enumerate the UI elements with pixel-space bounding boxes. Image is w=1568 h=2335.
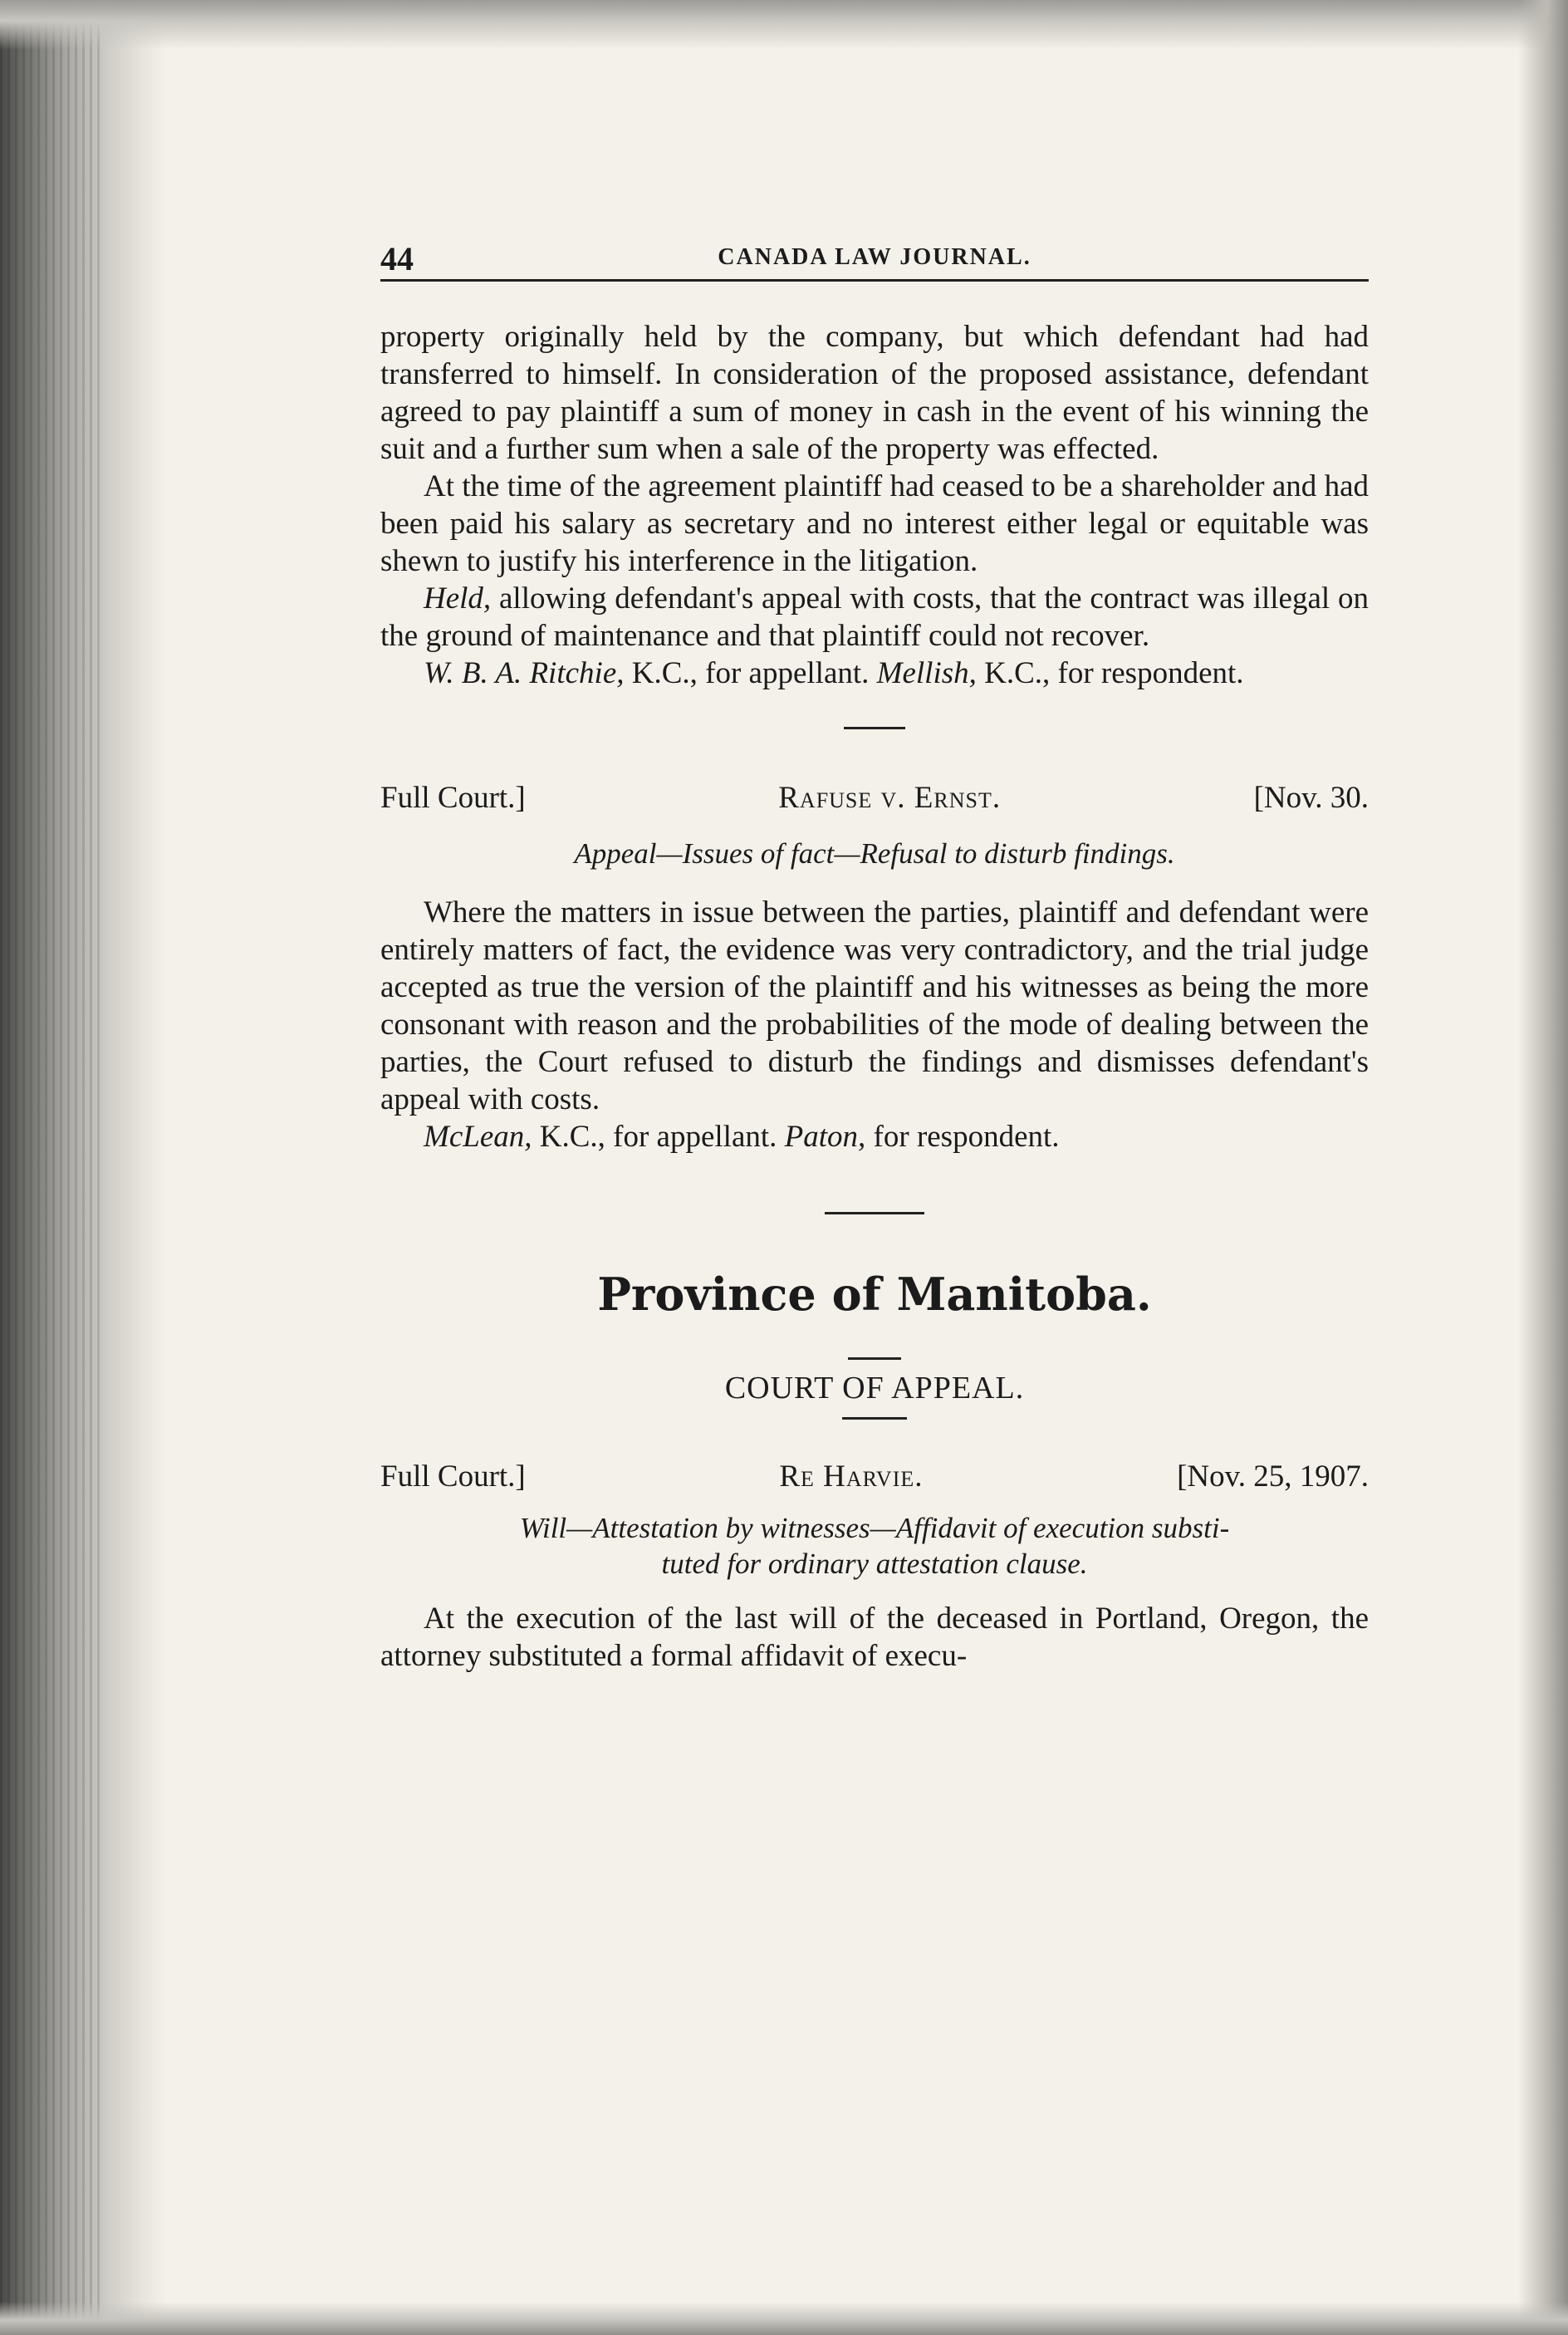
case2-headnote: Appeal—Issues of fact—Refusal to disturb findings.	[574, 837, 1175, 870]
case2-name: Rafuse v. Ernst.	[778, 781, 1002, 815]
case2-court: Full Court.]	[380, 781, 526, 815]
case3-paragraph-1: At the execution of the last will of the deceased in Portland, Oregon, the attorney substituted a formal affidavit of execu-	[380, 1602, 1369, 1673]
case1-paragraph-2: At the time of the agreement plaintiff had ceased to be a shareholder and had been paid his salary as secretary and no interest either legal or equitable was shewn to justify his interference in the litigation.	[380, 469, 1369, 578]
section-divider-2	[825, 1212, 924, 1214]
case3-headnote-line-2: tuted for ordinary attestation clause.	[661, 1548, 1088, 1580]
section-divider	[844, 727, 905, 729]
respondent-counsel-role: K.C., for respondent.	[976, 656, 1244, 690]
appellant-counsel-role: K.C., for appellant.	[624, 656, 877, 690]
scan-bottom-edge	[0, 2302, 1568, 2335]
journal-page	[380, 233, 1369, 1675]
court-heading: COURT OF APPEAL.	[724, 1371, 1025, 1405]
case3-caption	[380, 1458, 1369, 1495]
case2-counsel	[380, 1118, 1369, 1155]
case2-paragraph-1: Where the matters in issue between the parties, plaintiff and defendant were entirely matters of fact, the evidence was very contradictory, and the trial judge accepted as true the version of the plaintiff and his witnesses as being the more consonant with reason and the probabilities of the mode of dealing between the parties, the Court refused to disturb the findings and dismisses defendant's appeal with costs.	[380, 895, 1369, 1116]
case-continuation	[380, 318, 1369, 692]
case2-date: [Nov. 30.	[1253, 781, 1369, 815]
case2-appellant-counsel-role: K.C., for appellant.	[532, 1120, 785, 1154]
case2-caption	[380, 779, 1369, 817]
case1-counsel	[380, 655, 1369, 692]
heading-rule-top	[848, 1357, 901, 1360]
case2-body	[380, 894, 1369, 1155]
case2-respondent-counsel-role: for respondent.	[865, 1120, 1060, 1154]
page-number: 44	[380, 240, 414, 277]
case2-respondent-counsel-name: Paton,	[784, 1120, 866, 1154]
province-heading: Province of Manitoba.	[597, 1268, 1152, 1321]
scan-top-edge	[0, 0, 1568, 50]
binding-page-edges	[0, 0, 100, 2335]
case2-appellant-counsel-name: McLean,	[424, 1120, 532, 1154]
case1-paragraph-1: property originally held by the company, but which defendant had had transferred to himself. In consideration of the proposed assistance, defendant agreed to pay plaintiff a sum of money in cash in the event of his winning the suit and a further sum when a sale of the property was effected.	[380, 320, 1369, 466]
held-label: Held,	[424, 581, 492, 616]
page-header	[380, 233, 1369, 282]
case1-holding	[380, 580, 1369, 655]
heading-rule-bottom	[842, 1417, 907, 1420]
case3-name: Re Harvie.	[779, 1459, 924, 1494]
appellant-counsel-name: W. B. A. Ritchie,	[424, 656, 625, 690]
held-text: allowing defendant's appeal with costs, that the contract was illegal on the ground of maintenance and that plaintiff could not recover.	[380, 581, 1369, 653]
case3-date: [Nov. 25, 1907.	[1177, 1459, 1369, 1494]
case3-court: Full Court.]	[380, 1459, 526, 1494]
respondent-counsel-name: Mellish,	[876, 656, 977, 690]
case3-headnote	[380, 1510, 1369, 1582]
scan-right-edge	[1518, 0, 1568, 2335]
case3-headnote-line-1: Will—Attestation by witnesses—Affidavit of execution substi-	[519, 1512, 1230, 1544]
running-title: CANADA LAW JOURNAL.	[718, 244, 1031, 270]
